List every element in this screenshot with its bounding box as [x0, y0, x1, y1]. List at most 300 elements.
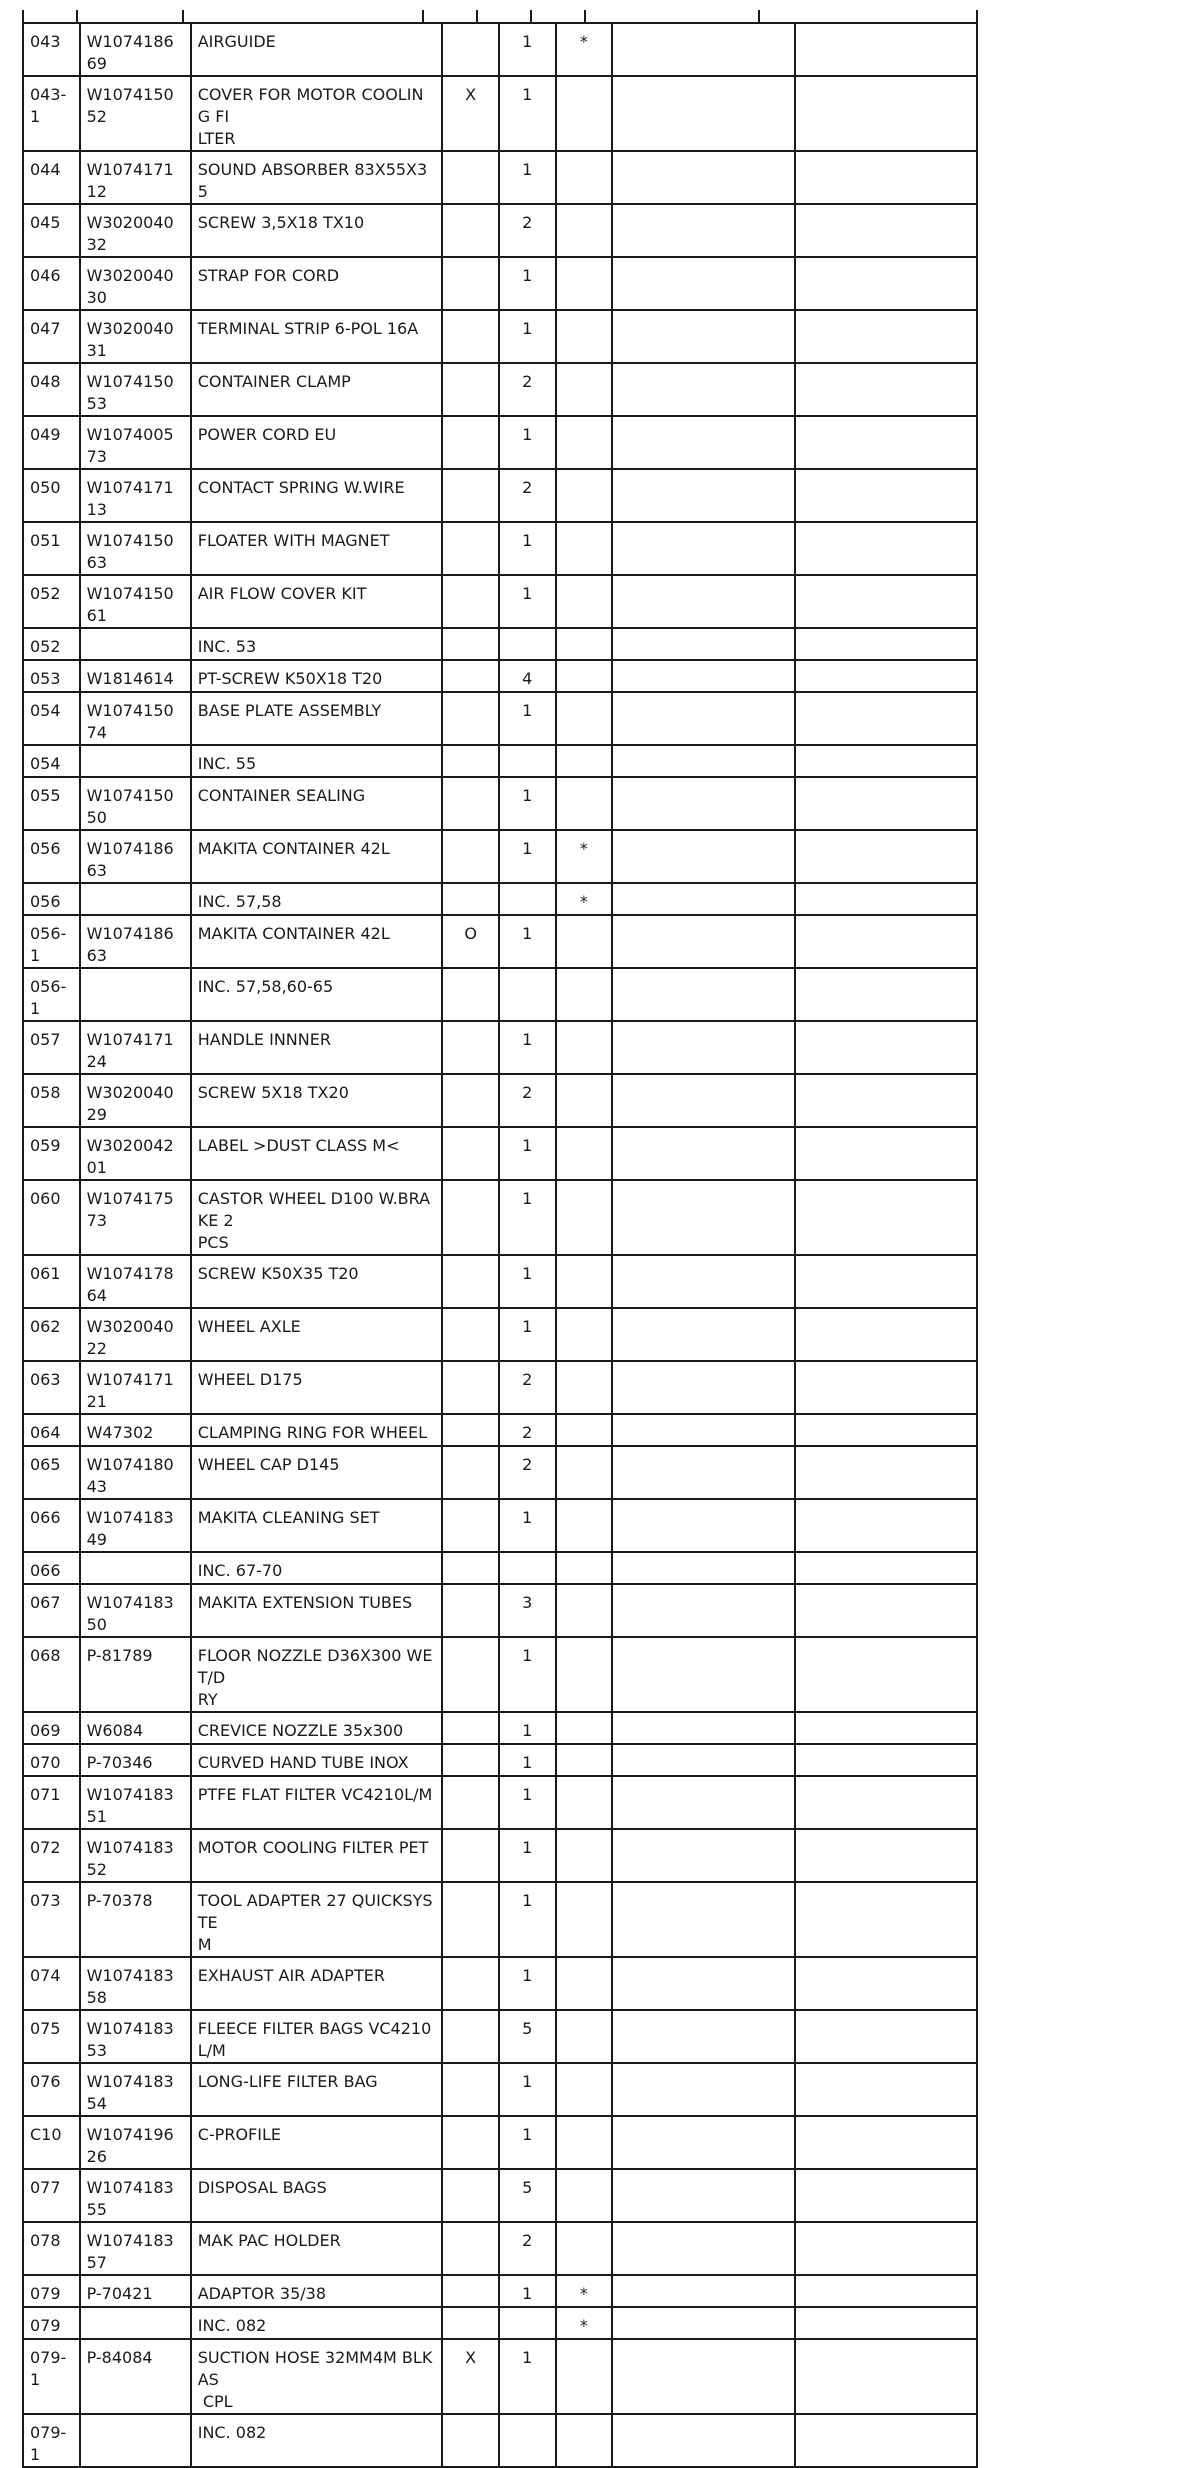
quantity: 2	[499, 1414, 556, 1446]
part-number: W107417864	[80, 1255, 191, 1308]
blank-column-2	[795, 915, 977, 968]
item-number: 079	[23, 2307, 80, 2339]
blank-column-1	[612, 915, 794, 968]
part-description: TOOL ADAPTER 27 QUICKSYSTE M	[191, 1882, 443, 1957]
part-number: W107418358	[80, 1957, 191, 2010]
item-number: 047	[23, 310, 80, 363]
mark-flag	[442, 23, 499, 76]
note-flag	[556, 76, 613, 151]
blank-column-1	[612, 2339, 794, 2414]
part-number: W107417124	[80, 1021, 191, 1074]
quantity	[499, 2414, 556, 2467]
blank-column-1	[612, 2116, 794, 2169]
blank-column-2	[795, 416, 977, 469]
quantity	[499, 628, 556, 660]
mark-flag	[442, 1552, 499, 1584]
part-number: W107418355	[80, 2169, 191, 2222]
item-number: 051	[23, 522, 80, 575]
mark-flag	[442, 1074, 499, 1127]
table-row	[23, 2339, 977, 2414]
quantity: 1	[499, 1637, 556, 1712]
parts-list-body	[23, 23, 977, 2467]
mark-flag	[442, 660, 499, 692]
table-row	[23, 1882, 977, 1957]
item-number: 044	[23, 151, 80, 204]
part-number: W6084	[80, 1712, 191, 1744]
part-number: W1814614	[80, 660, 191, 692]
item-number: 069	[23, 1712, 80, 1744]
mark-flag	[442, 363, 499, 416]
part-number: W107418357	[80, 2222, 191, 2275]
item-number: 043	[23, 23, 80, 76]
quantity: 1	[499, 575, 556, 628]
part-number	[80, 968, 191, 1021]
table-row	[23, 777, 977, 830]
blank-column-2	[795, 575, 977, 628]
note-flag: *	[556, 23, 613, 76]
quantity: 1	[499, 1744, 556, 1776]
part-number: W302004030	[80, 257, 191, 310]
note-flag	[556, 363, 613, 416]
blank-column-2	[795, 257, 977, 310]
mark-flag	[442, 575, 499, 628]
part-description: INC. 082	[191, 2414, 443, 2467]
item-number: 043-1	[23, 76, 80, 151]
blank-column-2	[795, 522, 977, 575]
quantity	[499, 745, 556, 777]
part-description: SOUND ABSORBER 83X55X35	[191, 151, 443, 204]
item-number: 065	[23, 1446, 80, 1499]
item-number: 077	[23, 2169, 80, 2222]
item-number: 059	[23, 1127, 80, 1180]
part-description: SUCTION HOSE 32MM4M BLK AS CPL	[191, 2339, 443, 2414]
part-description: HANDLE INNNER	[191, 1021, 443, 1074]
blank-column-1	[612, 1180, 794, 1255]
item-number: 074	[23, 1957, 80, 2010]
quantity: 4	[499, 660, 556, 692]
blank-column-2	[795, 1552, 977, 1584]
blank-column-1	[612, 745, 794, 777]
part-number: W107418663	[80, 915, 191, 968]
table-row	[23, 1829, 977, 1882]
mark-flag	[442, 2275, 499, 2307]
part-description: WHEEL D175	[191, 1361, 443, 1414]
part-description: CREVICE NOZZLE 35x300	[191, 1712, 443, 1744]
table-row	[23, 416, 977, 469]
part-description: INC. 55	[191, 745, 443, 777]
item-number: 050	[23, 469, 80, 522]
blank-column-2	[795, 2339, 977, 2414]
note-flag	[556, 1127, 613, 1180]
parts-list-table	[22, 22, 978, 2468]
part-description: PT-SCREW K50X18 T20	[191, 660, 443, 692]
item-number: 064	[23, 1414, 80, 1446]
item-number: 066	[23, 1499, 80, 1552]
mark-flag	[442, 1882, 499, 1957]
item-number: 057	[23, 1021, 80, 1074]
blank-column-2	[795, 1180, 977, 1255]
table-row	[23, 1308, 977, 1361]
blank-column-1	[612, 2222, 794, 2275]
part-description: INC. 57,58,60-65	[191, 968, 443, 1021]
quantity: 1	[499, 522, 556, 575]
note-flag	[556, 2414, 613, 2467]
table-row	[23, 2169, 977, 2222]
item-number: 056	[23, 830, 80, 883]
note-flag	[556, 915, 613, 968]
note-flag	[556, 745, 613, 777]
mark-flag	[442, 2222, 499, 2275]
note-flag	[556, 1829, 613, 1882]
part-description: CLAMPING RING FOR WHEEL	[191, 1414, 443, 1446]
blank-column-1	[612, 1255, 794, 1308]
quantity: 1	[499, 23, 556, 76]
table-row	[23, 692, 977, 745]
note-flag	[556, 660, 613, 692]
blank-column-2	[795, 1776, 977, 1829]
blank-column-1	[612, 1074, 794, 1127]
table-row	[23, 830, 977, 883]
note-flag	[556, 692, 613, 745]
quantity: 2	[499, 2222, 556, 2275]
quantity: 1	[499, 692, 556, 745]
quantity: 2	[499, 204, 556, 257]
part-number: W107417573	[80, 1180, 191, 1255]
note-flag	[556, 522, 613, 575]
blank-column-1	[612, 23, 794, 76]
item-number: 070	[23, 1744, 80, 1776]
item-number: 045	[23, 204, 80, 257]
part-description: POWER CORD EU	[191, 416, 443, 469]
quantity: 1	[499, 777, 556, 830]
table-row	[23, 1552, 977, 1584]
mark-flag	[442, 1446, 499, 1499]
blank-column-1	[612, 575, 794, 628]
table-row	[23, 2307, 977, 2339]
blank-column-1	[612, 151, 794, 204]
quantity: 1	[499, 1776, 556, 1829]
table-row	[23, 204, 977, 257]
part-number: W107417112	[80, 151, 191, 204]
table-row	[23, 1446, 977, 1499]
table-row	[23, 522, 977, 575]
blank-column-2	[795, 1255, 977, 1308]
blank-column-2	[795, 469, 977, 522]
part-number: W107418350	[80, 1584, 191, 1637]
part-description: CURVED HAND TUBE INOX	[191, 1744, 443, 1776]
part-description: WHEEL CAP D145	[191, 1446, 443, 1499]
mark-flag	[442, 1414, 499, 1446]
blank-column-2	[795, 660, 977, 692]
blank-column-1	[612, 2063, 794, 2116]
mark-flag	[442, 469, 499, 522]
part-number: W107415050	[80, 777, 191, 830]
part-number: W107418353	[80, 2010, 191, 2063]
blank-column-2	[795, 1361, 977, 1414]
part-description: MAK PAC HOLDER	[191, 2222, 443, 2275]
blank-column-2	[795, 1829, 977, 1882]
item-number: 053	[23, 660, 80, 692]
part-description: CASTOR WHEEL D100 W.BRAKE 2 PCS	[191, 1180, 443, 1255]
mark-flag	[442, 1744, 499, 1776]
table-row	[23, 1255, 977, 1308]
blank-column-1	[612, 1882, 794, 1957]
blank-column-1	[612, 2010, 794, 2063]
part-number: W107415063	[80, 522, 191, 575]
part-number: W107418349	[80, 1499, 191, 1552]
part-number: W107417121	[80, 1361, 191, 1414]
item-number: C10	[23, 2116, 80, 2169]
note-flag	[556, 1308, 613, 1361]
part-description: COVER FOR MOTOR COOLING FI LTER	[191, 76, 443, 151]
blank-column-1	[612, 2414, 794, 2467]
part-description: CONTAINER CLAMP	[191, 363, 443, 416]
quantity: 1	[499, 2339, 556, 2414]
table-row	[23, 1637, 977, 1712]
part-number: W107418663	[80, 830, 191, 883]
mark-flag	[442, 968, 499, 1021]
note-flag	[556, 575, 613, 628]
mark-flag	[442, 1637, 499, 1712]
part-number: W302004029	[80, 1074, 191, 1127]
blank-column-1	[612, 310, 794, 363]
blank-column-2	[795, 692, 977, 745]
part-description: CONTAINER SEALING	[191, 777, 443, 830]
part-number	[80, 2414, 191, 2467]
note-flag	[556, 2339, 613, 2414]
blank-column-1	[612, 1127, 794, 1180]
part-number	[80, 1552, 191, 1584]
table-row	[23, 363, 977, 416]
blank-column-2	[795, 2116, 977, 2169]
mark-flag	[442, 1712, 499, 1744]
quantity: 1	[499, 1127, 556, 1180]
blank-column-1	[612, 2169, 794, 2222]
item-number: 062	[23, 1308, 80, 1361]
blank-column-2	[795, 1308, 977, 1361]
table-row	[23, 257, 977, 310]
part-description: DISPOSAL BAGS	[191, 2169, 443, 2222]
item-number: 058	[23, 1074, 80, 1127]
blank-column-2	[795, 363, 977, 416]
blank-column-1	[612, 1829, 794, 1882]
blank-column-1	[612, 2307, 794, 2339]
note-flag	[556, 1361, 613, 1414]
table-row	[23, 1499, 977, 1552]
part-number: W107415074	[80, 692, 191, 745]
part-number: P-70346	[80, 1744, 191, 1776]
part-number: W107418351	[80, 1776, 191, 1829]
blank-column-1	[612, 1712, 794, 1744]
quantity: 1	[499, 1499, 556, 1552]
note-flag: *	[556, 830, 613, 883]
part-description: FLOOR NOZZLE D36X300 WET/D RY	[191, 1637, 443, 1712]
table-row	[23, 575, 977, 628]
note-flag	[556, 1744, 613, 1776]
note-flag	[556, 1957, 613, 2010]
blank-column-1	[612, 1446, 794, 1499]
mark-flag	[442, 692, 499, 745]
note-flag	[556, 2169, 613, 2222]
quantity: 2	[499, 1361, 556, 1414]
part-description: MAKITA EXTENSION TUBES	[191, 1584, 443, 1637]
part-number	[80, 745, 191, 777]
blank-column-2	[795, 1414, 977, 1446]
mark-flag	[442, 830, 499, 883]
note-flag	[556, 1882, 613, 1957]
note-flag	[556, 2010, 613, 2063]
blank-column-2	[795, 1637, 977, 1712]
item-number: 056-1	[23, 915, 80, 968]
quantity: 1	[499, 915, 556, 968]
note-flag	[556, 1584, 613, 1637]
note-flag	[556, 204, 613, 257]
blank-column-2	[795, 76, 977, 151]
part-number: W302004201	[80, 1127, 191, 1180]
blank-column-1	[612, 1021, 794, 1074]
table-row	[23, 1744, 977, 1776]
blank-column-2	[795, 2063, 977, 2116]
item-number: 071	[23, 1776, 80, 1829]
mark-flag	[442, 2307, 499, 2339]
note-flag	[556, 1414, 613, 1446]
quantity: 1	[499, 1957, 556, 2010]
blank-column-2	[795, 2169, 977, 2222]
table-row	[23, 2116, 977, 2169]
blank-column-2	[795, 2307, 977, 2339]
part-description: ADAPTOR 35/38	[191, 2275, 443, 2307]
table-row	[23, 2414, 977, 2467]
part-description: STRAP FOR CORD	[191, 257, 443, 310]
mark-flag	[442, 257, 499, 310]
item-number: 079-1	[23, 2414, 80, 2467]
part-description: AIRGUIDE	[191, 23, 443, 76]
quantity	[499, 1552, 556, 1584]
part-number: W107419626	[80, 2116, 191, 2169]
blank-column-2	[795, 883, 977, 915]
quantity: 1	[499, 1180, 556, 1255]
mark-flag	[442, 522, 499, 575]
note-flag	[556, 1021, 613, 1074]
part-description: SCREW 5X18 TX20	[191, 1074, 443, 1127]
mark-flag	[442, 2063, 499, 2116]
part-description: EXHAUST AIR ADAPTER	[191, 1957, 443, 2010]
blank-column-1	[612, 204, 794, 257]
table-row	[23, 883, 977, 915]
blank-column-2	[795, 1882, 977, 1957]
quantity: 2	[499, 363, 556, 416]
quantity	[499, 968, 556, 1021]
quantity: 1	[499, 1829, 556, 1882]
mark-flag	[442, 1499, 499, 1552]
note-flag: *	[556, 883, 613, 915]
blank-column-2	[795, 1712, 977, 1744]
item-number: 079-1	[23, 2339, 80, 2414]
quantity: 1	[499, 1021, 556, 1074]
part-number: W107417113	[80, 469, 191, 522]
quantity: 2	[499, 469, 556, 522]
blank-column-1	[612, 968, 794, 1021]
part-number: W107418669	[80, 23, 191, 76]
part-description: PTFE FLAT FILTER VC4210L/M	[191, 1776, 443, 1829]
note-flag	[556, 1776, 613, 1829]
note-flag	[556, 2116, 613, 2169]
note-flag	[556, 1180, 613, 1255]
note-flag: *	[556, 2307, 613, 2339]
quantity: 5	[499, 2169, 556, 2222]
blank-column-2	[795, 830, 977, 883]
part-description: INC. 57,58	[191, 883, 443, 915]
mark-flag: X	[442, 2339, 499, 2414]
item-number: 068	[23, 1637, 80, 1712]
mark-flag	[442, 628, 499, 660]
mark-flag	[442, 204, 499, 257]
blank-column-1	[612, 1744, 794, 1776]
table-row	[23, 1712, 977, 1744]
blank-column-2	[795, 2010, 977, 2063]
mark-flag	[442, 1308, 499, 1361]
part-description: AIR FLOW COVER KIT	[191, 575, 443, 628]
table-row	[23, 310, 977, 363]
blank-column-1	[612, 1957, 794, 2010]
quantity: 1	[499, 2063, 556, 2116]
blank-column-1	[612, 777, 794, 830]
blank-column-1	[612, 1499, 794, 1552]
note-flag: *	[556, 2275, 613, 2307]
quantity: 1	[499, 1882, 556, 1957]
blank-column-2	[795, 204, 977, 257]
mark-flag	[442, 1255, 499, 1308]
table-row	[23, 660, 977, 692]
table-row	[23, 76, 977, 151]
blank-column-2	[795, 777, 977, 830]
blank-column-1	[612, 469, 794, 522]
part-number: W302004022	[80, 1308, 191, 1361]
mark-flag	[442, 416, 499, 469]
item-number: 054	[23, 745, 80, 777]
blank-column-2	[795, 23, 977, 76]
item-number: 073	[23, 1882, 80, 1957]
part-number: W107415061	[80, 575, 191, 628]
mark-flag	[442, 310, 499, 363]
note-flag	[556, 777, 613, 830]
table-row	[23, 151, 977, 204]
note-flag	[556, 968, 613, 1021]
part-description: MAKITA CONTAINER 42L	[191, 915, 443, 968]
note-flag	[556, 1552, 613, 1584]
mark-flag	[442, 1584, 499, 1637]
note-flag	[556, 257, 613, 310]
part-number: W302004031	[80, 310, 191, 363]
part-number: W107418352	[80, 1829, 191, 1882]
part-number	[80, 2307, 191, 2339]
blank-column-1	[612, 1308, 794, 1361]
blank-column-2	[795, 1957, 977, 2010]
quantity: 1	[499, 2116, 556, 2169]
quantity: 1	[499, 151, 556, 204]
note-flag	[556, 310, 613, 363]
blank-column-1	[612, 1361, 794, 1414]
mark-flag: O	[442, 915, 499, 968]
part-number: P-70421	[80, 2275, 191, 2307]
item-number: 056	[23, 883, 80, 915]
note-flag	[556, 1074, 613, 1127]
mark-flag	[442, 2116, 499, 2169]
part-number: W107400573	[80, 416, 191, 469]
table-row	[23, 2222, 977, 2275]
blank-column-2	[795, 2275, 977, 2307]
quantity: 5	[499, 2010, 556, 2063]
